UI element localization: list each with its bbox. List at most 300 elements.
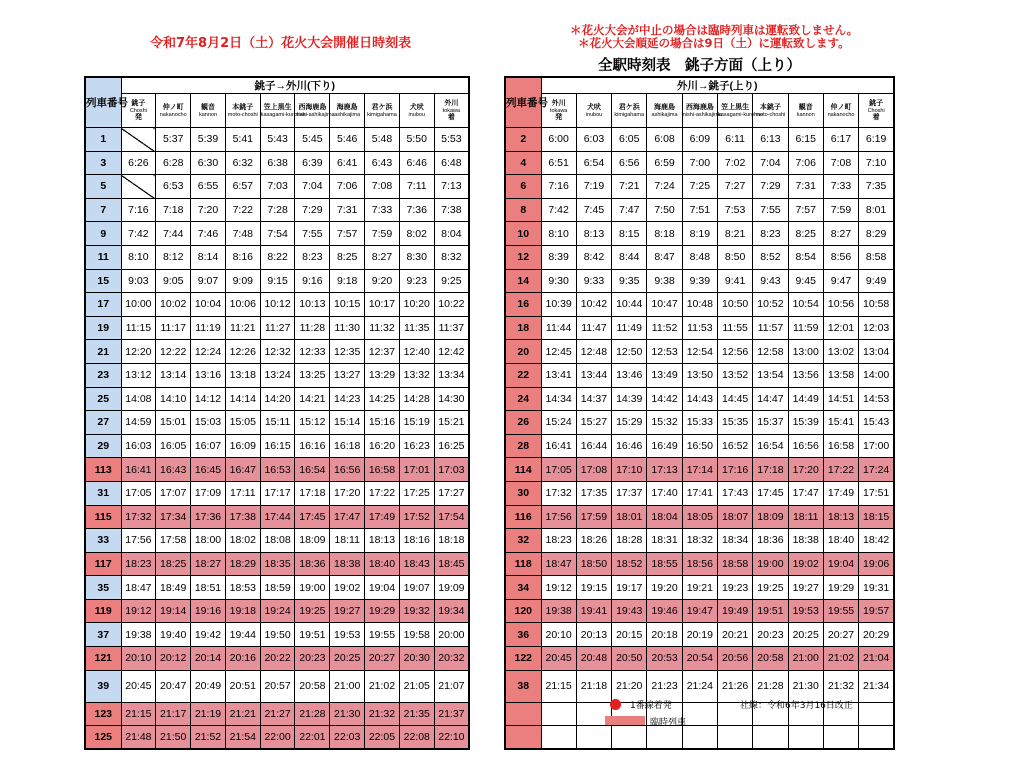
time-cell: 7:11 <box>399 175 434 199</box>
time-cell: 20:50 <box>612 647 647 671</box>
time-cell: 14:47 <box>753 387 788 411</box>
time-cell: 7:54 <box>260 222 295 246</box>
time-cell: 8:25 <box>330 245 365 269</box>
train-row <box>505 222 894 246</box>
time-cell: 7:10 <box>859 151 894 175</box>
train-number: 9 <box>85 222 121 246</box>
station-romaji: nakanocho <box>827 111 855 118</box>
time-cell: 7:55 <box>753 198 788 222</box>
time-cell: 6:38 <box>260 151 295 175</box>
train-row <box>505 363 894 387</box>
time-cell: 19:04 <box>823 552 858 576</box>
time-cell: 18:16 <box>399 529 434 553</box>
time-cell: 16:54 <box>753 434 788 458</box>
time-cell: 7:51 <box>682 198 717 222</box>
time-cell: 7:33 <box>365 198 400 222</box>
train-row <box>505 269 894 293</box>
time-cell: 9:49 <box>859 269 894 293</box>
time-cell: 14:10 <box>156 387 191 411</box>
time-cell: 8:29 <box>859 222 894 246</box>
station-romaji: moto-choshi <box>755 111 786 118</box>
time-cell: 22:08 <box>399 726 434 750</box>
time-cell: 12:33 <box>295 340 330 364</box>
time-cell: 20:10 <box>121 647 156 671</box>
time-cell: 17:16 <box>717 458 752 482</box>
time-cell: 17:59 <box>576 505 611 529</box>
train-number: 10 <box>505 222 541 246</box>
train-row <box>505 340 894 364</box>
time-cell: 7:27 <box>717 175 752 199</box>
time-cell: 21:50 <box>156 726 191 750</box>
time-cell: 13:44 <box>576 363 611 387</box>
train-row <box>85 198 469 222</box>
time-cell: 18:11 <box>788 505 823 529</box>
time-cell: 10:06 <box>225 293 260 317</box>
station-name: 笠上黒生 <box>263 103 292 111</box>
time-cell: 7:06 <box>788 151 823 175</box>
time-cell <box>682 726 717 750</box>
station-romaji: kannon <box>198 111 218 118</box>
time-cell: 16:09 <box>225 434 260 458</box>
station-romaji: kannon <box>796 111 815 118</box>
time-cell: 14:00 <box>859 363 894 387</box>
station-header <box>612 94 647 128</box>
time-cell: 8:16 <box>225 245 260 269</box>
time-cell: 22:10 <box>434 726 469 750</box>
train-row <box>85 623 469 647</box>
station-header-row <box>85 94 469 128</box>
time-cell: 17:01 <box>399 458 434 482</box>
station-romaji: kimigahama <box>367 111 397 118</box>
train-number: 6 <box>505 175 541 199</box>
time-cell: 9:39 <box>682 269 717 293</box>
time-cell: 16:16 <box>295 434 330 458</box>
time-cell: 14:49 <box>788 387 823 411</box>
time-cell: 6:41 <box>330 151 365 175</box>
station-name: 本銚子 <box>759 103 781 111</box>
time-cell: 20:32 <box>434 647 469 671</box>
time-cell: 18:35 <box>260 552 295 576</box>
time-cell: 21:00 <box>330 670 365 702</box>
time-cell: 18:13 <box>365 529 400 553</box>
time-cell: 14:23 <box>330 387 365 411</box>
time-cell: 10:15 <box>330 293 365 317</box>
time-cell: 18:49 <box>156 576 191 600</box>
time-cell: 20:23 <box>753 623 788 647</box>
time-cell: 10:54 <box>788 293 823 317</box>
train-number: 122 <box>505 647 541 671</box>
time-cell: 6:59 <box>647 151 682 175</box>
time-cell: 7:38 <box>434 198 469 222</box>
time-cell: 17:05 <box>541 458 576 482</box>
time-cell: 18:13 <box>823 505 858 529</box>
time-cell: 13:02 <box>823 340 858 364</box>
time-cell: 9:41 <box>717 269 752 293</box>
train-number: 119 <box>85 599 121 623</box>
time-cell: 9:38 <box>647 269 682 293</box>
time-cell: 10:42 <box>576 293 611 317</box>
time-cell: 19:17 <box>612 576 647 600</box>
time-cell: 20:57 <box>260 670 295 702</box>
train-number: 39 <box>85 670 121 702</box>
time-cell: 19:49 <box>717 599 752 623</box>
train-number: 113 <box>85 458 121 482</box>
time-cell <box>576 726 611 750</box>
station-dep-arr: 発 <box>555 113 563 121</box>
time-cell <box>612 726 647 750</box>
train-number: 114 <box>505 458 541 482</box>
train-row <box>85 245 469 269</box>
time-cell: 11:15 <box>121 316 156 340</box>
time-cell: 21:24 <box>682 670 717 702</box>
time-cell: 16:45 <box>191 458 226 482</box>
time-cell: 18:00 <box>191 529 226 553</box>
time-cell: 9:09 <box>225 269 260 293</box>
time-cell: 21:32 <box>823 670 858 702</box>
time-cell: 13:18 <box>225 363 260 387</box>
time-cell: 11:19 <box>191 316 226 340</box>
station-header <box>365 94 400 128</box>
time-cell: 6:15 <box>788 128 823 152</box>
time-cell: 17:49 <box>365 505 400 529</box>
time-cell: 20:16 <box>225 647 260 671</box>
time-cell: 19:29 <box>823 576 858 600</box>
time-cell: 21:37 <box>434 702 469 726</box>
time-cell: 6:08 <box>647 128 682 152</box>
station-name: 犬吠 <box>409 103 424 111</box>
time-cell: 8:14 <box>191 245 226 269</box>
time-cell: 13:00 <box>788 340 823 364</box>
time-cell: 18:40 <box>823 529 858 553</box>
time-cell: 20:14 <box>191 647 226 671</box>
train-number: 26 <box>505 411 541 435</box>
time-cell: 14:30 <box>434 387 469 411</box>
time-cell: 8:22 <box>260 245 295 269</box>
time-cell: 17:10 <box>612 458 647 482</box>
time-cell: 15:24 <box>541 411 576 435</box>
train-number: 121 <box>85 647 121 671</box>
time-cell <box>753 726 788 750</box>
time-cell: 10:58 <box>859 293 894 317</box>
time-cell: 17:08 <box>576 458 611 482</box>
time-cell: 7:57 <box>788 198 823 222</box>
time-cell: 18:59 <box>260 576 295 600</box>
time-cell: 6:39 <box>295 151 330 175</box>
time-cell: 7:53 <box>717 198 752 222</box>
time-cell: 11:35 <box>399 316 434 340</box>
time-cell: 17:37 <box>612 481 647 505</box>
time-cell: 7:29 <box>753 175 788 199</box>
time-cell: 8:58 <box>859 245 894 269</box>
time-cell: 16:25 <box>434 434 469 458</box>
time-cell: 16:23 <box>399 434 434 458</box>
time-cell: 13:14 <box>156 363 191 387</box>
time-cell: 21:20 <box>612 670 647 702</box>
time-cell: 14:45 <box>717 387 752 411</box>
train-number: 11 <box>85 245 121 269</box>
train-row <box>85 599 469 623</box>
time-cell: 21:02 <box>823 647 858 671</box>
time-cell: 20:58 <box>753 647 788 671</box>
train-number <box>505 726 541 750</box>
time-cell: 8:27 <box>365 245 400 269</box>
time-cell: 9:43 <box>753 269 788 293</box>
time-cell: 21:17 <box>156 702 191 726</box>
time-cell: 21:21 <box>225 702 260 726</box>
time-cell: 21:05 <box>399 670 434 702</box>
time-cell <box>647 726 682 750</box>
train-no-header-blank <box>85 77 128 128</box>
train-number: 32 <box>505 529 541 553</box>
time-cell: 10:48 <box>682 293 717 317</box>
time-cell: 11:59 <box>788 316 823 340</box>
time-cell: 12:40 <box>399 340 434 364</box>
time-cell: 19:27 <box>788 576 823 600</box>
train-number: 30 <box>505 481 541 505</box>
time-cell: 6:32 <box>225 151 260 175</box>
time-cell: 7:42 <box>121 222 156 246</box>
time-cell: 12:48 <box>576 340 611 364</box>
timetable-up <box>504 76 895 750</box>
platform-1-dot-icon <box>610 699 621 710</box>
train-number: 115 <box>85 505 121 529</box>
station-name: 笠上黒生 <box>721 103 750 111</box>
time-cell: 16:07 <box>191 434 226 458</box>
station-dep-arr: 着 <box>872 113 880 121</box>
time-cell: 19:02 <box>330 576 365 600</box>
time-cell: 15:35 <box>717 411 752 435</box>
time-cell: 18:01 <box>612 505 647 529</box>
time-cell: 21:07 <box>434 670 469 702</box>
train-number: 120 <box>505 599 541 623</box>
station-name: 西海鹿島 <box>685 103 714 111</box>
time-cell: 7:31 <box>788 175 823 199</box>
time-cell: 9:05 <box>156 269 191 293</box>
time-cell: 7:02 <box>717 151 752 175</box>
train-row <box>85 151 469 175</box>
time-cell: 11:21 <box>225 316 260 340</box>
time-cell: 17:14 <box>682 458 717 482</box>
time-cell: 20:48 <box>576 647 611 671</box>
time-cell: 15:05 <box>225 411 260 435</box>
train-row <box>505 175 894 199</box>
time-cell: 7:24 <box>647 175 682 199</box>
time-cell: 12:53 <box>647 340 682 364</box>
time-cell: 6:28 <box>156 151 191 175</box>
time-cell: 9:23 <box>399 269 434 293</box>
time-cell: 19:55 <box>365 623 400 647</box>
station-header <box>788 94 823 128</box>
time-cell: 9:47 <box>823 269 858 293</box>
time-cell: 16:50 <box>682 434 717 458</box>
train-row <box>85 702 469 726</box>
time-cell: 8:44 <box>612 245 647 269</box>
time-cell: 6:05 <box>612 128 647 152</box>
train-number: 8 <box>505 198 541 222</box>
time-cell: 19:58 <box>399 623 434 647</box>
time-cell: 17:58 <box>156 529 191 553</box>
time-cell: 6:43 <box>365 151 400 175</box>
time-cell: 21:34 <box>859 670 894 702</box>
time-cell: 10:04 <box>191 293 226 317</box>
notice-line-1: ＊花火大会が中止の場合は臨時列車は運転致しません。 <box>570 23 859 37</box>
train-number: 29 <box>85 434 121 458</box>
time-cell: 12:58 <box>753 340 788 364</box>
station-romaji: Choshi <box>867 107 885 114</box>
train-number: 117 <box>85 552 121 576</box>
station-name: 海鹿島 <box>654 103 676 111</box>
station-romaji: nakanocho <box>159 111 187 118</box>
time-cell: 9:20 <box>365 269 400 293</box>
time-cell: 19:47 <box>682 599 717 623</box>
time-cell: 20:13 <box>576 623 611 647</box>
time-cell: 5:43 <box>260 128 295 152</box>
station-name: 観音 <box>798 103 813 111</box>
time-cell: 19:21 <box>682 576 717 600</box>
time-cell: 8:18 <box>647 222 682 246</box>
time-cell: 7:59 <box>365 222 400 246</box>
time-cell: 17:09 <box>191 481 226 505</box>
time-cell: 7:06 <box>330 175 365 199</box>
time-cell: 6:26 <box>121 151 156 175</box>
time-cell: 5:37 <box>156 128 191 152</box>
time-cell: 13:32 <box>399 363 434 387</box>
time-cell: 11:27 <box>260 316 295 340</box>
time-cell: 17:13 <box>647 458 682 482</box>
time-cell: 17:36 <box>191 505 226 529</box>
time-cell: 8:13 <box>576 222 611 246</box>
station-romaji: tokawa <box>442 107 461 114</box>
train-number: 5 <box>85 175 121 199</box>
station-name: 海鹿島 <box>336 103 358 111</box>
time-cell: 21:54 <box>225 726 260 750</box>
train-number <box>505 702 541 726</box>
station-header <box>823 94 858 128</box>
timetable-title: 全駅時刻表 銚子方面（上り） <box>598 58 801 74</box>
time-cell: 19:12 <box>121 599 156 623</box>
time-cell: 6:00 <box>541 128 576 152</box>
time-cell: 17:03 <box>434 458 469 482</box>
time-cell: 17:07 <box>156 481 191 505</box>
time-cell: 20:19 <box>682 623 717 647</box>
time-cell: 8:23 <box>295 245 330 269</box>
time-cell: 6:30 <box>191 151 226 175</box>
time-cell: 18:47 <box>121 576 156 600</box>
time-cell: 12:26 <box>225 340 260 364</box>
train-number: 24 <box>505 387 541 411</box>
time-cell: 17:35 <box>576 481 611 505</box>
train-number: 28 <box>505 434 541 458</box>
time-cell: 15:27 <box>576 411 611 435</box>
time-cell: 19:43 <box>612 599 647 623</box>
time-cell: 18:11 <box>330 529 365 553</box>
notice-line-2: ＊花火大会順延の場合は9日（土）に運転致します。 <box>578 36 850 50</box>
train-number: 14 <box>505 269 541 293</box>
time-cell: 8:04 <box>434 222 469 246</box>
time-cell: 17:25 <box>399 481 434 505</box>
time-cell: 12:42 <box>434 340 469 364</box>
time-cell: 21:26 <box>717 670 752 702</box>
time-cell: 18:09 <box>295 529 330 553</box>
train-row <box>85 316 469 340</box>
train-row <box>85 647 469 671</box>
station-name: 外川 <box>444 99 459 107</box>
time-cell: 8:56 <box>823 245 858 269</box>
time-cell: 10:02 <box>156 293 191 317</box>
time-cell: 13:54 <box>753 363 788 387</box>
time-cell: 22:01 <box>295 726 330 750</box>
time-cell: 14:53 <box>859 387 894 411</box>
train-number: 19 <box>85 316 121 340</box>
time-cell: 21:19 <box>191 702 226 726</box>
direction-label: 銚子→外川(下り) <box>121 77 469 94</box>
train-row <box>85 670 469 702</box>
time-cell: 17:24 <box>859 458 894 482</box>
time-cell: 14:12 <box>191 387 226 411</box>
train-row <box>505 434 894 458</box>
time-cell: 7:46 <box>191 222 226 246</box>
time-cell: 5:46 <box>330 128 365 152</box>
time-cell: 5:41 <box>225 128 260 152</box>
time-cell: 14:42 <box>647 387 682 411</box>
time-cell: 7:19 <box>576 175 611 199</box>
time-cell <box>859 702 894 726</box>
time-cell: 6:46 <box>399 151 434 175</box>
notice <box>570 24 858 50</box>
time-cell: 17:40 <box>647 481 682 505</box>
time-cell: 19:00 <box>295 576 330 600</box>
station-header <box>647 94 682 128</box>
station-header <box>753 94 788 128</box>
time-cell: 17:34 <box>156 505 191 529</box>
time-cell: 17:20 <box>330 481 365 505</box>
time-cell: 13:58 <box>823 363 858 387</box>
station-header <box>295 94 335 128</box>
time-cell: 19:02 <box>788 552 823 576</box>
time-cell: 13:34 <box>434 363 469 387</box>
time-cell: 14:20 <box>260 387 295 411</box>
time-cell: 13:12 <box>121 363 156 387</box>
time-cell: 16:58 <box>823 434 858 458</box>
time-cell: 17:20 <box>788 458 823 482</box>
train-row <box>85 411 469 435</box>
time-cell: 21:15 <box>121 702 156 726</box>
time-cell: 7:31 <box>330 198 365 222</box>
time-cell: 18:36 <box>753 529 788 553</box>
time-cell: 7:48 <box>225 222 260 246</box>
time-cell: 13:16 <box>191 363 226 387</box>
time-cell: 19:18 <box>225 599 260 623</box>
time-cell: 12:37 <box>365 340 400 364</box>
station-header <box>225 94 260 128</box>
time-cell: 14:37 <box>576 387 611 411</box>
station-header <box>717 94 764 128</box>
time-cell: 20:18 <box>647 623 682 647</box>
time-cell: 13:46 <box>612 363 647 387</box>
time-cell: 8:32 <box>434 245 469 269</box>
time-cell: 9:07 <box>191 269 226 293</box>
time-cell: 18:23 <box>541 529 576 553</box>
time-cell: 7:08 <box>365 175 400 199</box>
time-cell: 21:02 <box>365 670 400 702</box>
time-cell: 18:28 <box>612 529 647 553</box>
time-cell: 11:44 <box>541 316 576 340</box>
time-cell: 10:13 <box>295 293 330 317</box>
time-cell: 8:01 <box>859 198 894 222</box>
time-cell: 17:54 <box>434 505 469 529</box>
time-cell: 11:49 <box>612 316 647 340</box>
time-cell: 8:30 <box>399 245 434 269</box>
